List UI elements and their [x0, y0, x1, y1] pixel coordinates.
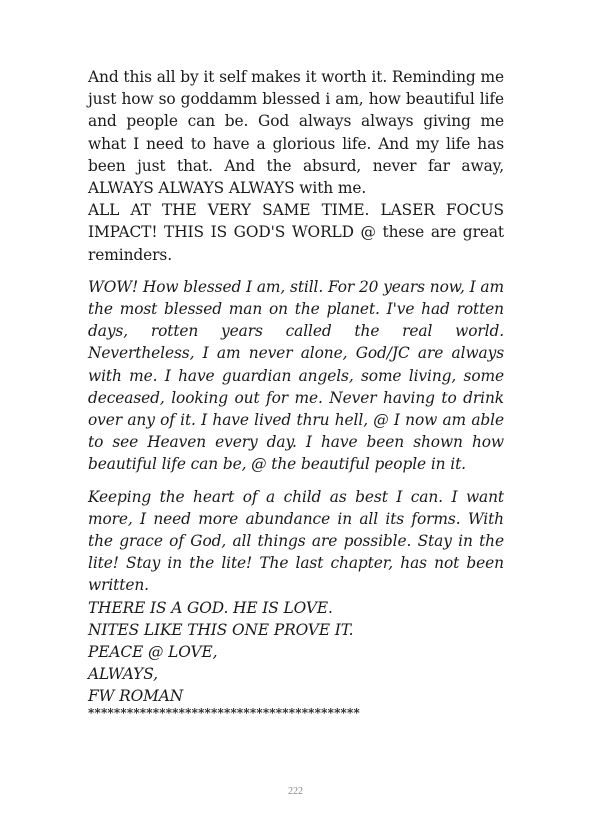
page-number: 222	[288, 786, 303, 797]
closing-line: NITES LIKE THIS ONE PROVE IT.	[88, 620, 354, 639]
closing-line: THERE IS A GOD. HE IS LOVE.	[88, 598, 333, 617]
closing-lines	[88, 597, 504, 708]
paragraph-4: Keeping the heart of a child as best I can. I want more, I need more abundance in all its forms. With the grace of God, all things are possible. Stay in the lite! Stay in the lite! The last chapter, has not been written.	[88, 487, 504, 595]
paragraph-2: ALL AT THE VERY SAME TIME. LASER FOCUS IMPACT! THIS IS GOD'S WORLD @ these are great reminders.	[88, 201, 504, 264]
signature: FW ROMAN	[88, 687, 184, 706]
document-page	[88, 66, 504, 708]
paragraph-gap	[88, 476, 504, 486]
paragraph-3: WOW! How blessed I am, still. For 20 years now, I am the most blessed man on the planet. I've had rotten days, rotten years called the real world. Nevertheless, I am never alone, God/JC are always with me. I have guardian angels, some living, some deceased, looking out for me. Never having to drink over any of it. I have lived thru hell, @ I now am able to see Heaven every day. I have been shown how beautiful life can be, @ the beautiful people in it.	[88, 277, 504, 474]
closing-line: ALWAYS,	[88, 665, 158, 684]
separator-stars: ******************************************	[88, 706, 360, 720]
paragraph-1: And this all by it self makes it worth it. Reminding me just how so goddamm blessed i am, how beautiful life and people can be. God always always giving me what I need to have a glorious life. And my life has been just that. And the absurd, never far away, ALWAYS ALWAYS ALWAYS with me.	[88, 68, 504, 198]
paragraph-gap	[88, 266, 504, 276]
closing-line: PEACE @ LOVE,	[88, 643, 218, 662]
